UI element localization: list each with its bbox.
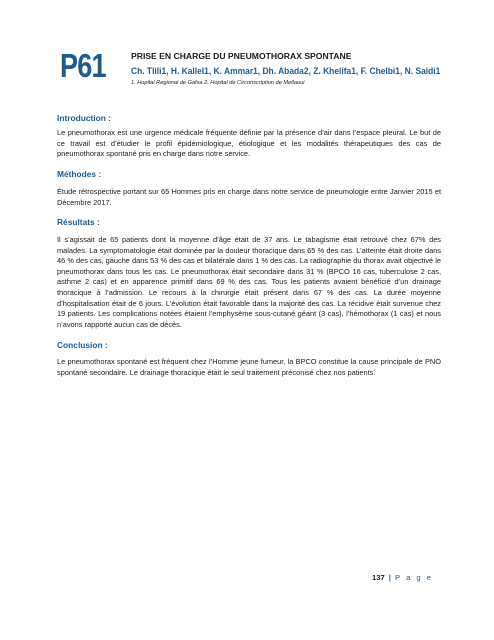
- methodes-text: Étude rétrospective portant sur 65 Hommes pris en charge dans notre service de pneumologie entre Janvier 2015 et Décembre 2017.: [57, 187, 441, 207]
- page-label: P a g e: [395, 573, 433, 582]
- conclusion-heading: Conclusion :: [57, 340, 108, 350]
- poster-code: P61: [60, 47, 106, 84]
- affiliations: 1. Hopital Regional de Gafsa 2. Hopital de Circonscription de Metlaoui: [131, 80, 305, 86]
- resultats-heading: Résultats :: [57, 217, 100, 227]
- introduction-heading: Introduction :: [57, 113, 111, 123]
- article-title: PRISE EN CHARGE DU PNEUMOTHORAX SPONTANE: [131, 51, 352, 61]
- resultats-text: Il s’agissait de 65 patients dont la moyenne d’âge était de 37 ans. Le tabagisme était retrouvé chez 67% des malades. La symptomatologie était dominée par la douleur thoracique dans 65 % des cas. L’atteinte était droite dans 46 % des cas, gauche dans 53 % des cas et bilatérale dans 1 % des cas. La radiographie du thorax avait objectivé le pneumothorax dans tous les cas. Le pneumothorax était secondaire dans 31 % (BPCO 16 cas, tuberculose 2 cas, asthme 2 cas) et en apparence primitif dans 69 % des cas. Tous les patients avaient bénéficié d’un drainage thoracique à l’admission. Le recours à la chirurgie était présent dans 67 % des cas. La durée moyenne d’hospitalisation était de 6 jours. L’évolution était favorable dans la majorité des cas. La récidive était survenue chez 19 patients. Les complications notées étaient l’emphysème sous-cutané géant (3 cas), l’hémothorax (1 cas) et nous n’avons rapporté aucun cas de décès.: [57, 235, 441, 329]
- page-number: 137: [372, 573, 385, 582]
- methodes-heading: Méthodes :: [57, 169, 102, 179]
- page-footer: [372, 573, 433, 582]
- conclusion-text: Le pneumothorax spontané est fréquent chez l’Homme jeune fumeur, la BPCO constitue la cause principale de PNO spontané secondaire. Le drainage thoracique était le seul traitement préconisé chez nos patients.: [57, 357, 441, 377]
- article-header: [131, 51, 461, 86]
- author-list: Ch. Tlili1, H. Kallel1, K. Ammar1, Dh. Abada2, Z. Khelifa1, F. Chelbi1, N. Saidi1: [131, 65, 441, 76]
- introduction-text: Le pneumothorax est une urgence médicale fréquente définie par la présence d’air dans l’espace pleural. Le but de ce travail est d’étudier le profil épidémiologique, étiologique et les modalités thérapeutiques des cas de pneumothorax spontané pris en charge dans notre service.: [57, 128, 441, 159]
- footer-separator: |: [388, 573, 391, 582]
